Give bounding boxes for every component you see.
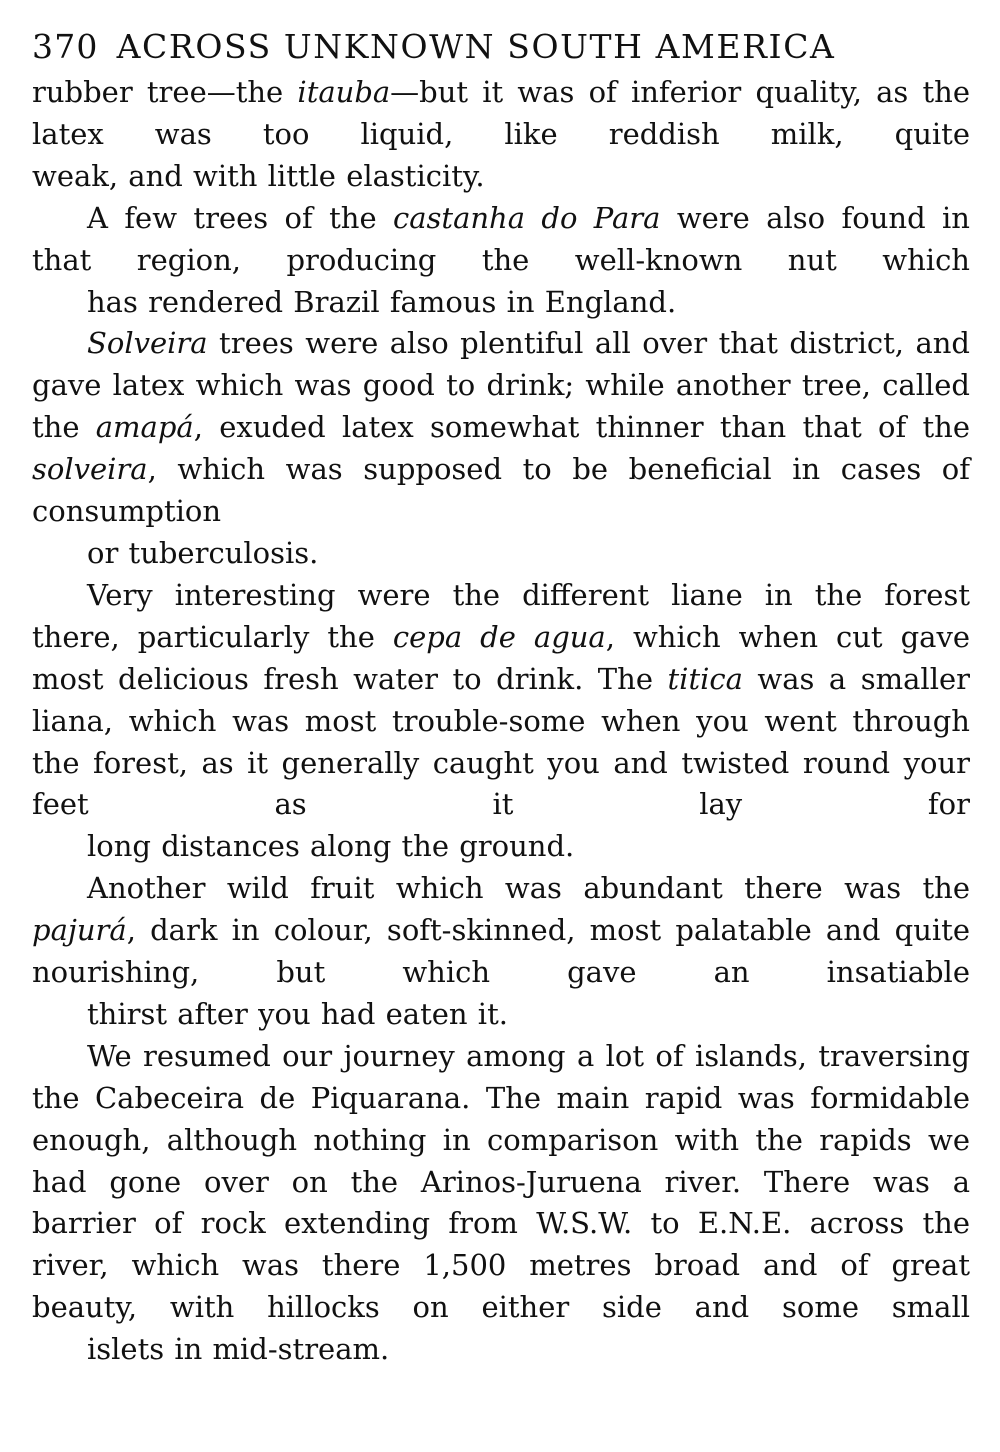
paragraph-4-italic-term: cepa de agua bbox=[392, 619, 606, 654]
paragraph-4-text-cont-2: was a smaller liana, which was most trouble-some when you went through the forest, as it generally caught you and twisted round your feet as it lay for bbox=[32, 661, 970, 822]
paragraph-3 bbox=[32, 323, 970, 574]
paragraph-1-text-cont: —but it was of inferior quality, as the latex was too liquid, like reddish milk, quite bbox=[32, 75, 970, 151]
paragraph-5 bbox=[32, 868, 970, 1036]
paragraph-1-italic-term: itauba bbox=[297, 75, 391, 109]
paragraph-2-text: A few trees of the bbox=[87, 200, 393, 235]
book-title: ACROSS UNKNOWN SOUTH AMERICA bbox=[116, 27, 836, 66]
paragraph-2-text-cont: were also found in that region, producing the well-known nut which bbox=[32, 200, 970, 277]
body-text bbox=[32, 72, 970, 1371]
paragraph-2-italic-term: castanha do Para bbox=[393, 200, 661, 235]
paragraph-3-text-cont: , exuded latex somewhat thinner than that of the bbox=[193, 410, 970, 445]
book-page bbox=[32, 22, 970, 1371]
paragraph-2 bbox=[32, 198, 970, 324]
paragraph-4-text-cont: , which when cut gave most delicious fresh water to drink. The bbox=[32, 619, 970, 696]
paragraph-2-last-line: has rendered Brazil famous in England. bbox=[87, 284, 677, 319]
paragraph-3-italic-term-3: solveira bbox=[32, 452, 148, 487]
paragraph-6 bbox=[32, 1036, 970, 1371]
paragraph-6-last-line: islets in mid-stream. bbox=[87, 1332, 390, 1367]
paragraph-1-last-line: weak, and with little elasticity. bbox=[32, 158, 485, 193]
paragraph-4-text: Very interesting were the different liane in the forest there, particularly the bbox=[32, 577, 970, 654]
paragraph-3-text: trees were also plentiful all over that district, and gave latex which was good to drink; while another tree, called the bbox=[32, 326, 970, 445]
paragraph-1-text: rubber tree—the bbox=[32, 75, 298, 109]
paragraph-3-last-line: or tuberculosis. bbox=[87, 535, 319, 570]
running-head bbox=[32, 22, 970, 72]
paragraph-5-italic-term: pajurá bbox=[32, 913, 127, 948]
paragraph-6-text: We resumed our journey among a lot of islands, traversing the Cabeceira de Piquarana. The main rapid was formidable enough, although nothing in comparison with the rapids we had gone over on the Arinos-Juruena river. There was a barrier of rock extending from W.S.W. to E.N.E. across the river, which was there 1,500 metres broad and of great beauty, with hillocks on either side and some small bbox=[32, 1038, 970, 1325]
paragraph-4-last-line: long distances along the ground. bbox=[87, 829, 575, 864]
paragraph-5-text: Another wild fruit which was abundant there was the bbox=[87, 871, 970, 906]
paragraph-5-text-cont: , dark in colour, soft-skinned, most palatable and quite nourishing, but which gave an insatiable bbox=[32, 913, 970, 990]
page-number: 370 bbox=[32, 27, 99, 66]
paragraph-3-text-cont-2: , which was supposed to be beneficial in cases of consumption bbox=[32, 452, 970, 529]
paragraph-3-italic-term-2: amapá bbox=[95, 410, 194, 445]
paragraph-4 bbox=[32, 575, 970, 868]
paragraph-3-italic-term: Solveira bbox=[87, 326, 208, 361]
paragraph-5-last-line: thirst after you had eaten it. bbox=[87, 996, 508, 1031]
paragraph-4-italic-term-2: titica bbox=[667, 661, 743, 696]
paragraph-1 bbox=[32, 72, 970, 198]
